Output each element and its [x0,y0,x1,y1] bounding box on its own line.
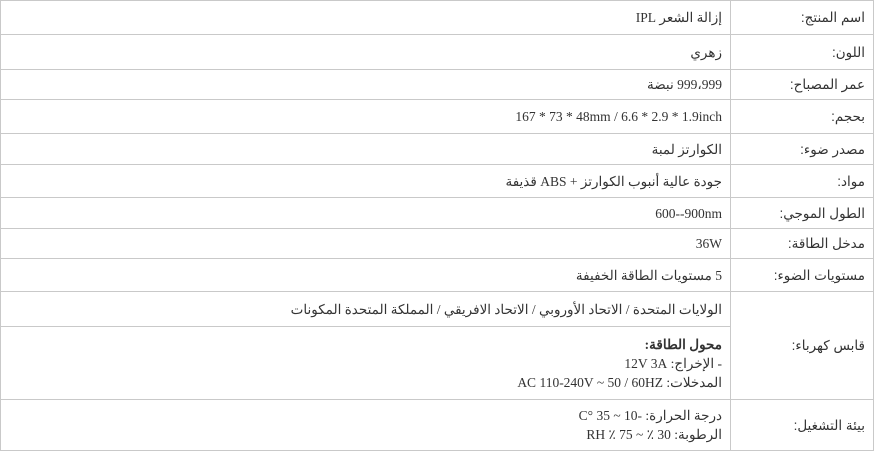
spec-value: 36W [1,229,731,259]
spec-row-light-source [1,134,874,165]
spec-label: بحجم: [731,100,874,134]
adapter-details [1,327,731,400]
spec-value: 600--900nm [1,198,731,229]
spec-label: مواد: [731,165,874,198]
spec-row-lamp-life [1,70,874,100]
spec-row-size [1,100,874,134]
spec-row-plug [1,292,874,327]
spec-label: الطول الموجي: [731,198,874,229]
environment-temperature: درجة الحرارة: -10 ~ 35 °C [578,408,722,423]
plug-regions: الولايات المتحدة / الاتحاد الأوروبي / الاتحاد الافريقي / المملكة المتحدة المكونات [1,292,731,327]
spec-value: 999،999 نبضة [1,70,731,100]
spec-value: زهري [1,35,731,70]
spec-row-product-name [1,1,874,35]
spec-row-wavelength [1,198,874,229]
adapter-title: محول الطاقة: [644,336,722,352]
spec-row-power-input [1,229,874,259]
spec-value: 167 * 73 * 48mm / 6.6 * 2.9 * 1.9inch [1,100,731,134]
spec-value: جودة عالية أنبوب الكوارتز + ABS قذيفة [1,165,731,198]
spec-value: إزالة الشعر IPL [1,1,731,35]
spec-label: مدخل الطاقة: [731,229,874,259]
spec-row-color [1,35,874,70]
environment-humidity: الرطوبة: 30 ٪ ~ 75 ٪ RH [586,427,722,442]
spec-label: اسم المنتج: [731,1,874,35]
spec-value: 5 مستويات الطاقة الخفيفة [1,259,731,292]
spec-value: الكوارتز لمبة [1,134,731,165]
spec-row-environment [1,400,874,451]
spec-row-light-levels [1,259,874,292]
spec-label: اللون: [731,35,874,70]
spec-label: عمر المصباح: [731,70,874,100]
adapter-output: - الإخراج: 12V 3A [624,355,722,371]
adapter-input: المدخلات: AC 110-240V ~ 50 / 60HZ [517,374,722,390]
environment-details [1,400,731,451]
spec-label: قابس كهرباء: [731,292,874,400]
spec-row-materials [1,165,874,198]
spec-label: مصدر ضوء: [731,134,874,165]
spec-label: مستويات الضوء: [731,259,874,292]
spec-label: بيئة التشغيل: [731,400,874,451]
